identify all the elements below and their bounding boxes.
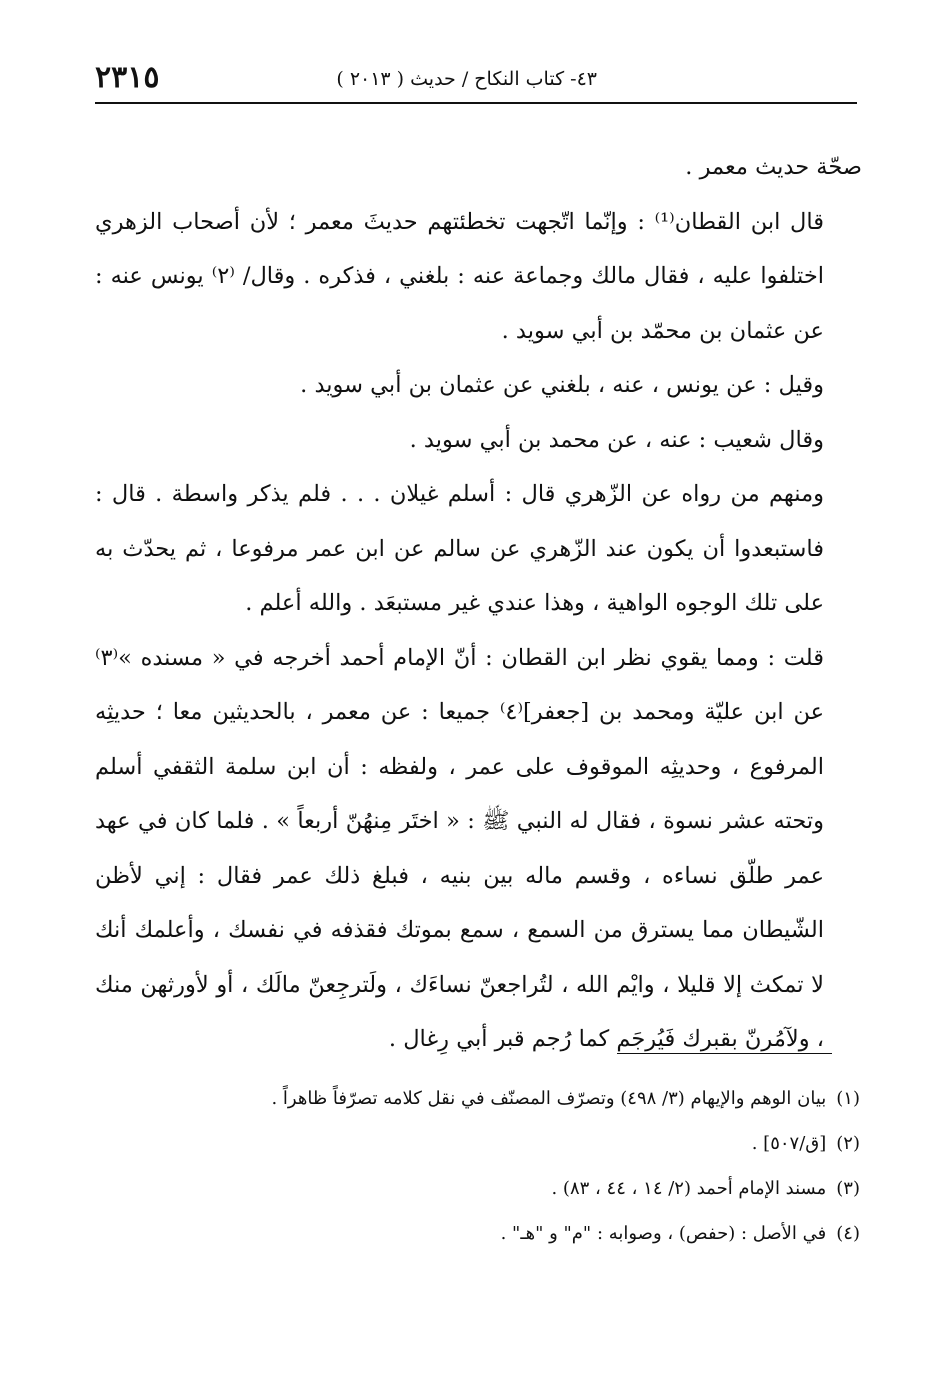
footnote-number: (٤) [836,1223,860,1244]
footnote [95,1211,860,1256]
footnote [95,1166,860,1211]
footnote-text: مسند الإمام أحمد (٢/ ١٤ ، ٤٤ ، ٨٣) . [551,1178,827,1199]
footnote-number: (٢) [836,1133,860,1154]
footnote-text: [ق/٥٠٧] . [751,1133,827,1154]
page-number: ٢٣١٥ [95,60,160,95]
page-header [95,60,857,104]
paragraph: ومنهم من رواه عن الزّهري قال : أسلم غيلان . . . فلم يذكر واسطة . قال : فاستبعدوا أن يكون عند الزّهري عن سالم عن ابن عمر مرفوعا ، ثم يحدّث به على تلك الوجوه الواهية ، وهذا عندي غير مستبعَد . والله أعلم . [95,481,824,616]
paragraph: وقيل : عن يونس ، عنه ، بلغني عن عثمان بن أبي سويد . [300,372,824,398]
footnote [95,1076,860,1121]
paragraph: قلت : ومما يقوي نظر ابن القطان : أنّ الإمام أحمد أخرجه في « مسنده »⁽٣⁾ عن ابن عليّة ومحمد بن [جعفر]⁽٤⁾ جميعا : عن معمر ، بالحديثين معا ؛ حديثِه المرفوع ، وحديثِه الموقوف على عمر ، ولفظه : أن ابن سلمة الثقفي أسلم وتحته عشر نسوة ، فقال له النبي ﷺ : « اختَر مِنهُنّ أربعاً » . فلما كان في عهد عمر طلّق نساءه ، وقسم ماله بين بنيه ، فبلغ ذلك عمر فقال : إني لأظن الشّيطان مما يسترق من السمع ، سمع بموتك فقذفه في نفسك ، وأعلمك أنك لا تمكث إلا قليلا ، وايْم الله ، لتُراجعنّ نساءَك ، ولَترجِعنّ مالَك ، أو لأورثهن منك ، ولآمُرنّ بقبرك فَيُرجَم كما رُجم قبر أبي رِغال . [95,644,824,1052]
footnotes [95,1076,860,1256]
paragraph: وقال شعيب : عنه ، عن محمد بن أبي سويد . [409,426,824,453]
footnote-separator [617,1053,832,1054]
paragraph: صحّة حديث معمر . [685,154,862,180]
paragraph: قال ابن القطان⁽¹⁾ : وإنّما اتّجهت تخطئتهم حديثَ معمر ؛ لأن أصحاب الزهري اختلفوا عليه ، فقال مالك وجماعة عنه : بلغني ، فذكره . وقال/ ⁽٢⁾ يونس عنه : عن عثمان بن محمّد بن أبي سويد . [95,208,824,344]
footnote [95,1121,860,1166]
footnote-text: في الأصل : (حفص) ، وصوابه : "م" و "هـ" . [500,1223,827,1244]
main-text [95,140,862,1067]
running-head: ٤٣- كتاب النكاح / حديث ( ٢٠١٣ ) [336,68,597,90]
footnote-number: (٣) [836,1178,860,1199]
footnote-text: بيان الوهم والإيهام (٣/ ٤٩٨) وتصرّف المصنّف في نقل كلامه تصرّفاً ظاهراً . [271,1088,827,1109]
footnote-number: (١) [836,1088,860,1109]
